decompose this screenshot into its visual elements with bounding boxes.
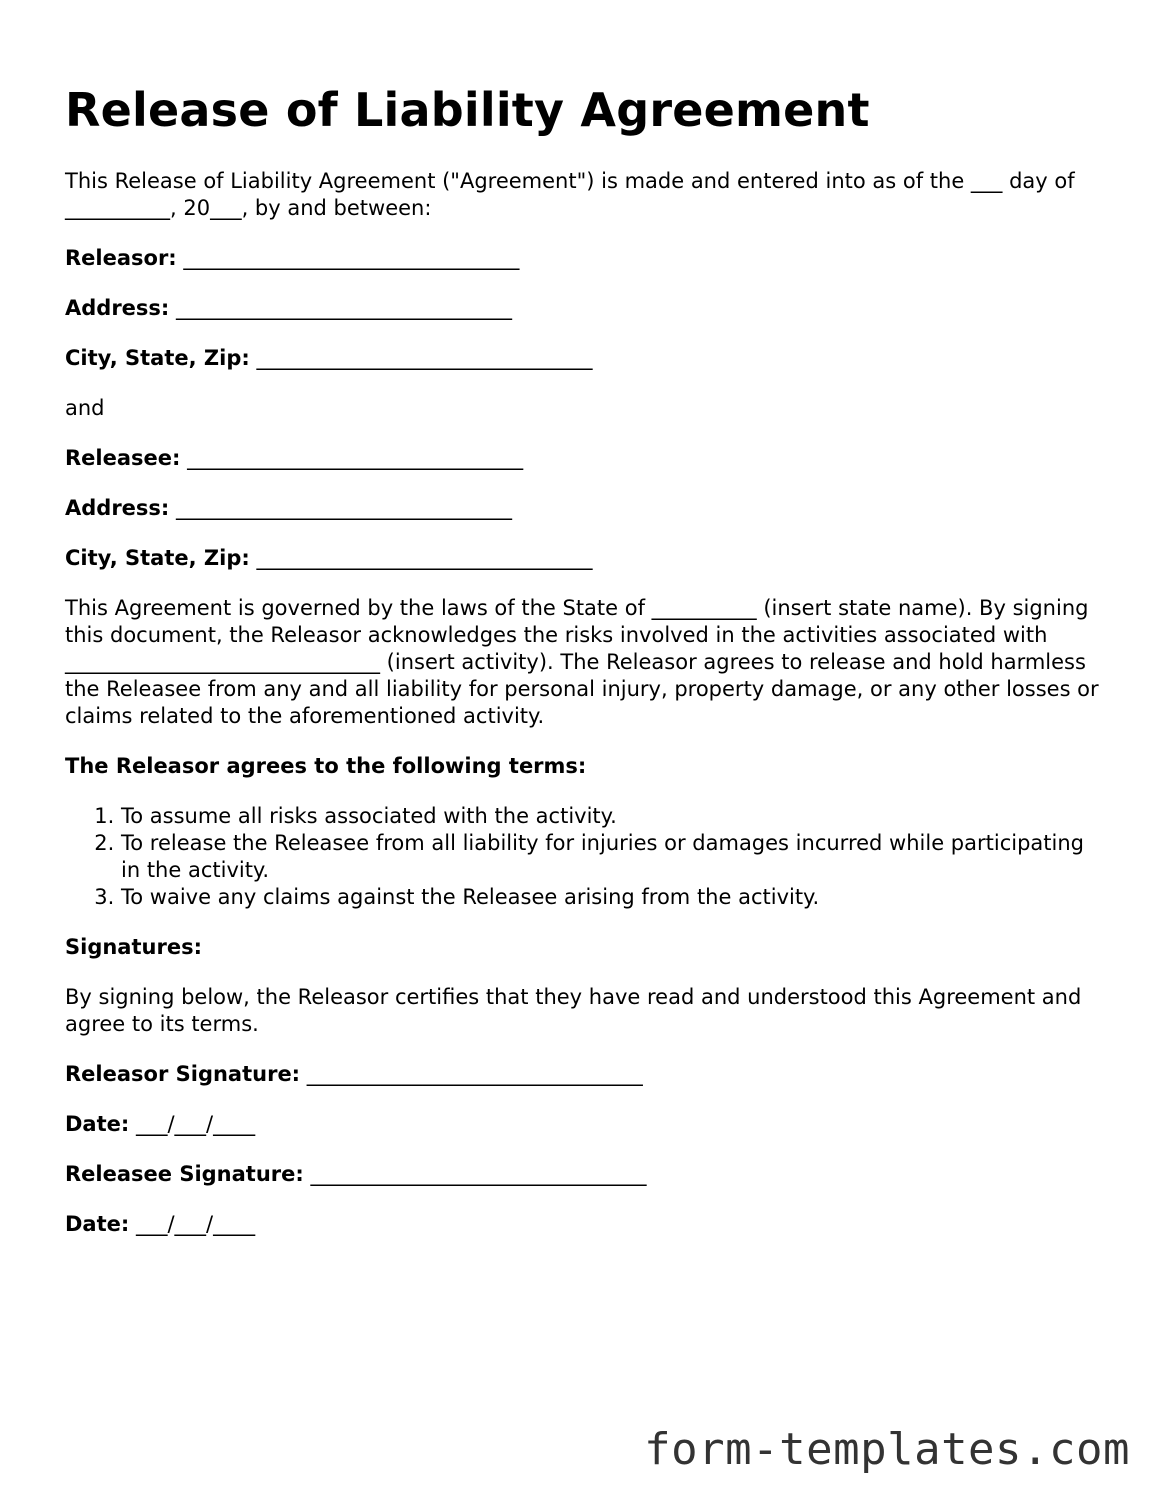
releasee-address-blank[interactable]: ________________________________	[176, 496, 513, 520]
releasor-city-blank[interactable]: ________________________________	[256, 346, 593, 370]
releasor-city-field	[65, 345, 1105, 372]
date-field-1	[65, 1111, 1105, 1138]
releasor-address-field	[65, 295, 1105, 322]
releasee-signature-label: Releasee Signature:	[65, 1162, 304, 1186]
date-blank-1[interactable]: ___/___/____	[135, 1112, 256, 1136]
releasee-address-field	[65, 495, 1105, 522]
watermark: form-templates.com	[644, 1424, 1130, 1475]
date-label-2: Date:	[65, 1212, 130, 1236]
signatures-paragraph: By signing below, the Releasor certifies that they have read and understood this Agreement and agree to its terms.	[65, 985, 1082, 1036]
date-blank-2[interactable]: ___/___/____	[135, 1212, 256, 1236]
intro-paragraph: This Release of Liability Agreement ("Agreement") is made and entered into as of the ___ day of __________, 20___, by and between:	[65, 169, 1075, 220]
terms-list	[65, 803, 1105, 911]
releasor-name-blank[interactable]: ________________________________	[183, 246, 520, 270]
governing-paragraph: This Agreement is governed by the laws of the State of __________ (insert state name). By signing this document, the Releasor acknowledges the risks involved in the activities associated with ______________________________ (insert activity). The Releasor agrees to release and hold harmless the Releasee from any and all liability for personal injury, property damage, or any other losses or claims related to the aforementioned activity.	[65, 596, 1099, 728]
term-item: 1. To assume all risks associated with the activity.	[121, 803, 1105, 830]
terms-heading: The Releasor agrees to the following terms:	[65, 754, 587, 778]
document-page	[65, 82, 1105, 1238]
releasee-name-blank[interactable]: ________________________________	[187, 446, 524, 470]
releasor-name-label: Releasor:	[65, 246, 177, 270]
releasor-signature-blank[interactable]: ________________________________	[306, 1062, 643, 1086]
releasee-city-label: City, State, Zip:	[65, 546, 250, 570]
releasee-name-label: Releasee:	[65, 446, 181, 470]
document-title: Release of Liability Agreement	[65, 83, 870, 137]
and-text: and	[65, 396, 105, 420]
releasor-address-label: Address:	[65, 296, 170, 320]
term-item: 2. To release the Releasee from all liability for injuries or damages incurred while participating in the activity.	[121, 830, 1105, 884]
releasor-address-blank[interactable]: ________________________________	[176, 296, 513, 320]
releasor-name-field	[65, 245, 1105, 272]
releasor-signature-field	[65, 1061, 1105, 1088]
date-label-1: Date:	[65, 1112, 130, 1136]
releasee-name-field	[65, 445, 1105, 472]
releasee-signature-field	[65, 1161, 1105, 1188]
releasee-city-field	[65, 545, 1105, 572]
term-item: 3. To waive any claims against the Releasee arising from the activity.	[121, 884, 1105, 911]
signatures-heading: Signatures:	[65, 935, 202, 959]
releasor-city-label: City, State, Zip:	[65, 346, 250, 370]
releasee-signature-blank[interactable]: ________________________________	[310, 1162, 647, 1186]
date-field-2	[65, 1211, 1105, 1238]
releasor-signature-label: Releasor Signature:	[65, 1062, 301, 1086]
releasee-address-label: Address:	[65, 496, 170, 520]
releasee-city-blank[interactable]: ________________________________	[256, 546, 593, 570]
